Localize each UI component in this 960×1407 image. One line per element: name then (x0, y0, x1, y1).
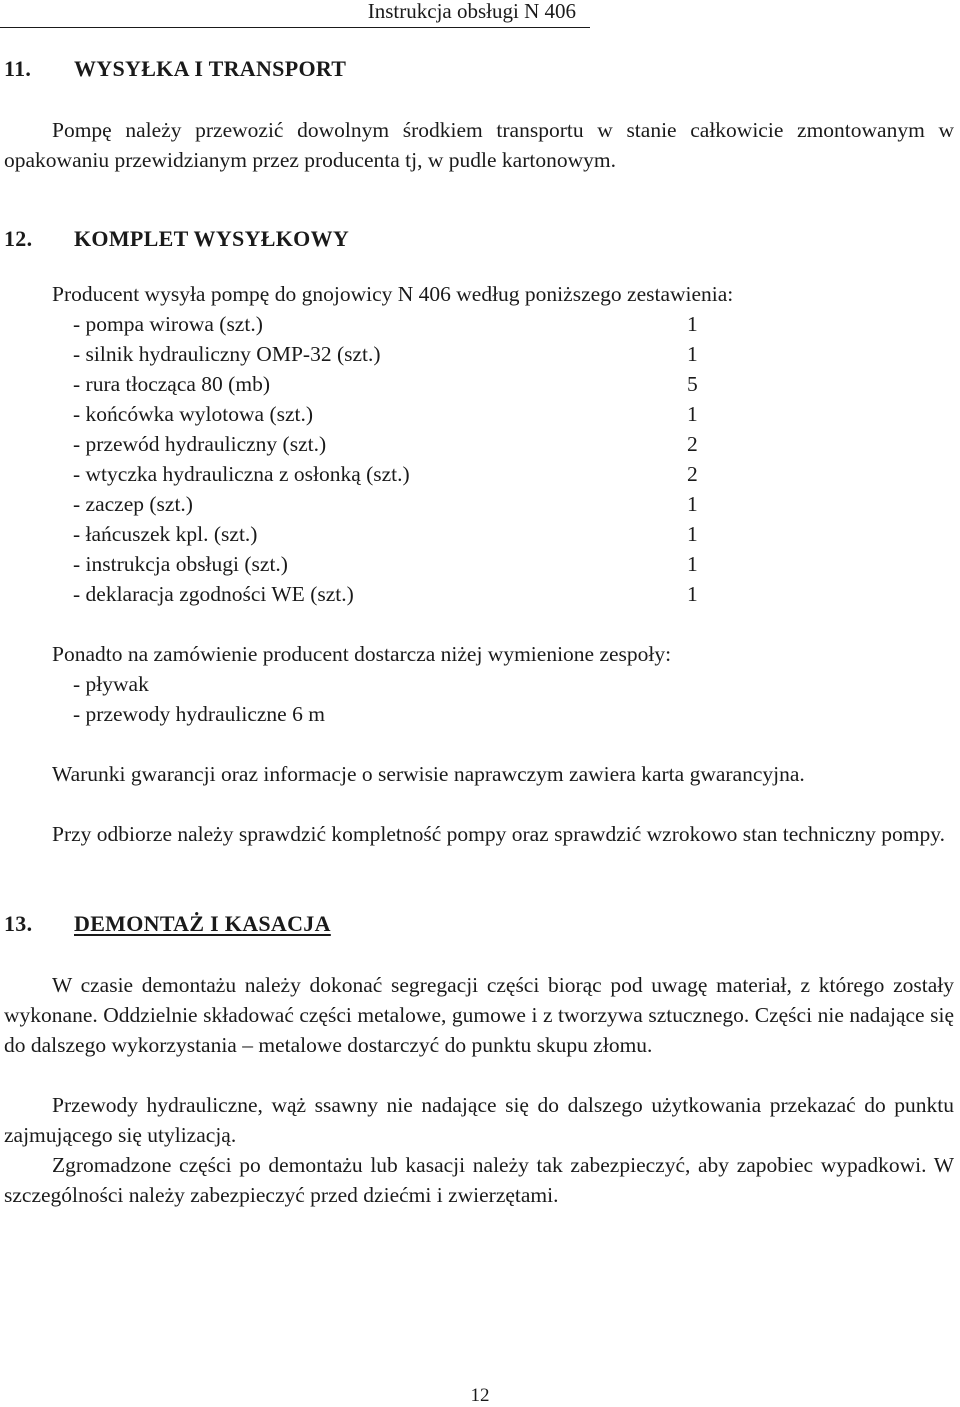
item-label: - pompa wirowa (szt.) (73, 312, 263, 336)
item-qty: 5 (687, 372, 698, 396)
optional-item: - pływak (73, 672, 149, 696)
section-12-intro: Producent wysyła pompę do gnojowicy N 406 według poniższego zestawienia: (52, 282, 734, 306)
section-13-paragraph: Zgromadzone części po demontażu lub kasacji należy tak zabezpieczyć, aby zapobiec wypadkowi. W szczególności należy zabezpieczyć przed dziećmi i zwierzętami. (4, 1153, 954, 1207)
list-item (73, 369, 713, 399)
item-label: - wtyczka hydrauliczna z osłonką (szt.) (73, 462, 410, 486)
item-label: - zaczep (szt.) (73, 492, 193, 516)
section-11-number: 11. (4, 56, 32, 81)
item-label: - przewód hydrauliczny (szt.) (73, 432, 327, 456)
item-label: - końcówka wylotowa (szt.) (73, 402, 314, 426)
item-qty: 1 (687, 402, 698, 426)
section-12-title: KOMPLET WYSYŁKOWY (74, 226, 350, 251)
item-label: - silnik hydrauliczny OMP-32 (szt.) (73, 342, 381, 366)
item-label: - deklaracja zgodności WE (szt.) (73, 582, 354, 606)
optional-intro: Ponadto na zamówienie producent dostarcza niżej wymienione zespoły: (52, 642, 672, 666)
list-item (73, 339, 713, 369)
item-qty: 1 (687, 582, 698, 606)
item-label: - rura tłocząca 80 (mb) (73, 372, 270, 396)
list-item (73, 399, 713, 429)
item-qty: 1 (687, 342, 698, 366)
section-12-heading (4, 224, 349, 254)
list-item (73, 309, 713, 339)
header-title: Instrukcja obsługi N 406 (367, 0, 576, 23)
item-qty: 1 (687, 492, 698, 516)
list-item (73, 429, 713, 459)
list-item (73, 519, 713, 549)
section-13-paragraph: Przewody hydrauliczne, wąż ssawny nie nadające się do dalszego użytkowania przekazać do punktu zajmującego się utylizacją. (4, 1093, 954, 1147)
page-number: 12 (470, 1385, 490, 1406)
section-13-paragraph: W czasie demontażu należy dokonać segregacji części biorąc pod uwagę materiał, z którego zostały wykonane. Oddzielnie składować części metalowe, gumowe i z tworzywa sztucznego. Części nie nadające się do dalszego wykorzystania – metalowe dostarczyć do punktu skupu złomu. (4, 973, 954, 1057)
item-qty: 1 (687, 552, 698, 576)
section-11-paragraph: Pompę należy przewozić dowolnym środkiem transportu w stanie całkowicie zmontowanym w opakowaniu przewidzianym przez producenta tj, w pudle kartonowym. (4, 118, 954, 172)
section-13-number: 13. (4, 911, 33, 936)
item-qty: 1 (687, 312, 698, 336)
item-qty: 2 (687, 462, 698, 486)
section-13-title: DEMONTAŻ I KASACJA (74, 911, 331, 936)
header-rule (0, 27, 590, 28)
inspection-paragraph: Przy odbiorze należy sprawdzić kompletność pompy oraz sprawdzić wzrokowo stan techniczny pompy. (52, 822, 945, 846)
section-12-number: 12. (4, 226, 33, 251)
page-header (0, 0, 960, 30)
list-item (73, 549, 713, 579)
section-11-heading (4, 54, 346, 84)
optional-item: - przewody hydrauliczne 6 m (73, 702, 325, 726)
item-label: - łańcuszek kpl. (szt.) (73, 522, 258, 546)
item-qty: 2 (687, 432, 698, 456)
section-13-heading (4, 909, 331, 939)
item-label: - instrukcja obsługi (szt.) (73, 552, 288, 576)
item-qty: 1 (687, 522, 698, 546)
list-item (73, 459, 713, 489)
section-11-title: WYSYŁKA I TRANSPORT (74, 56, 347, 81)
warranty-paragraph: Warunki gwarancji oraz informacje o serwisie naprawczym zawiera karta gwarancyjna. (52, 762, 805, 786)
list-item (73, 489, 713, 519)
list-item (73, 579, 713, 609)
